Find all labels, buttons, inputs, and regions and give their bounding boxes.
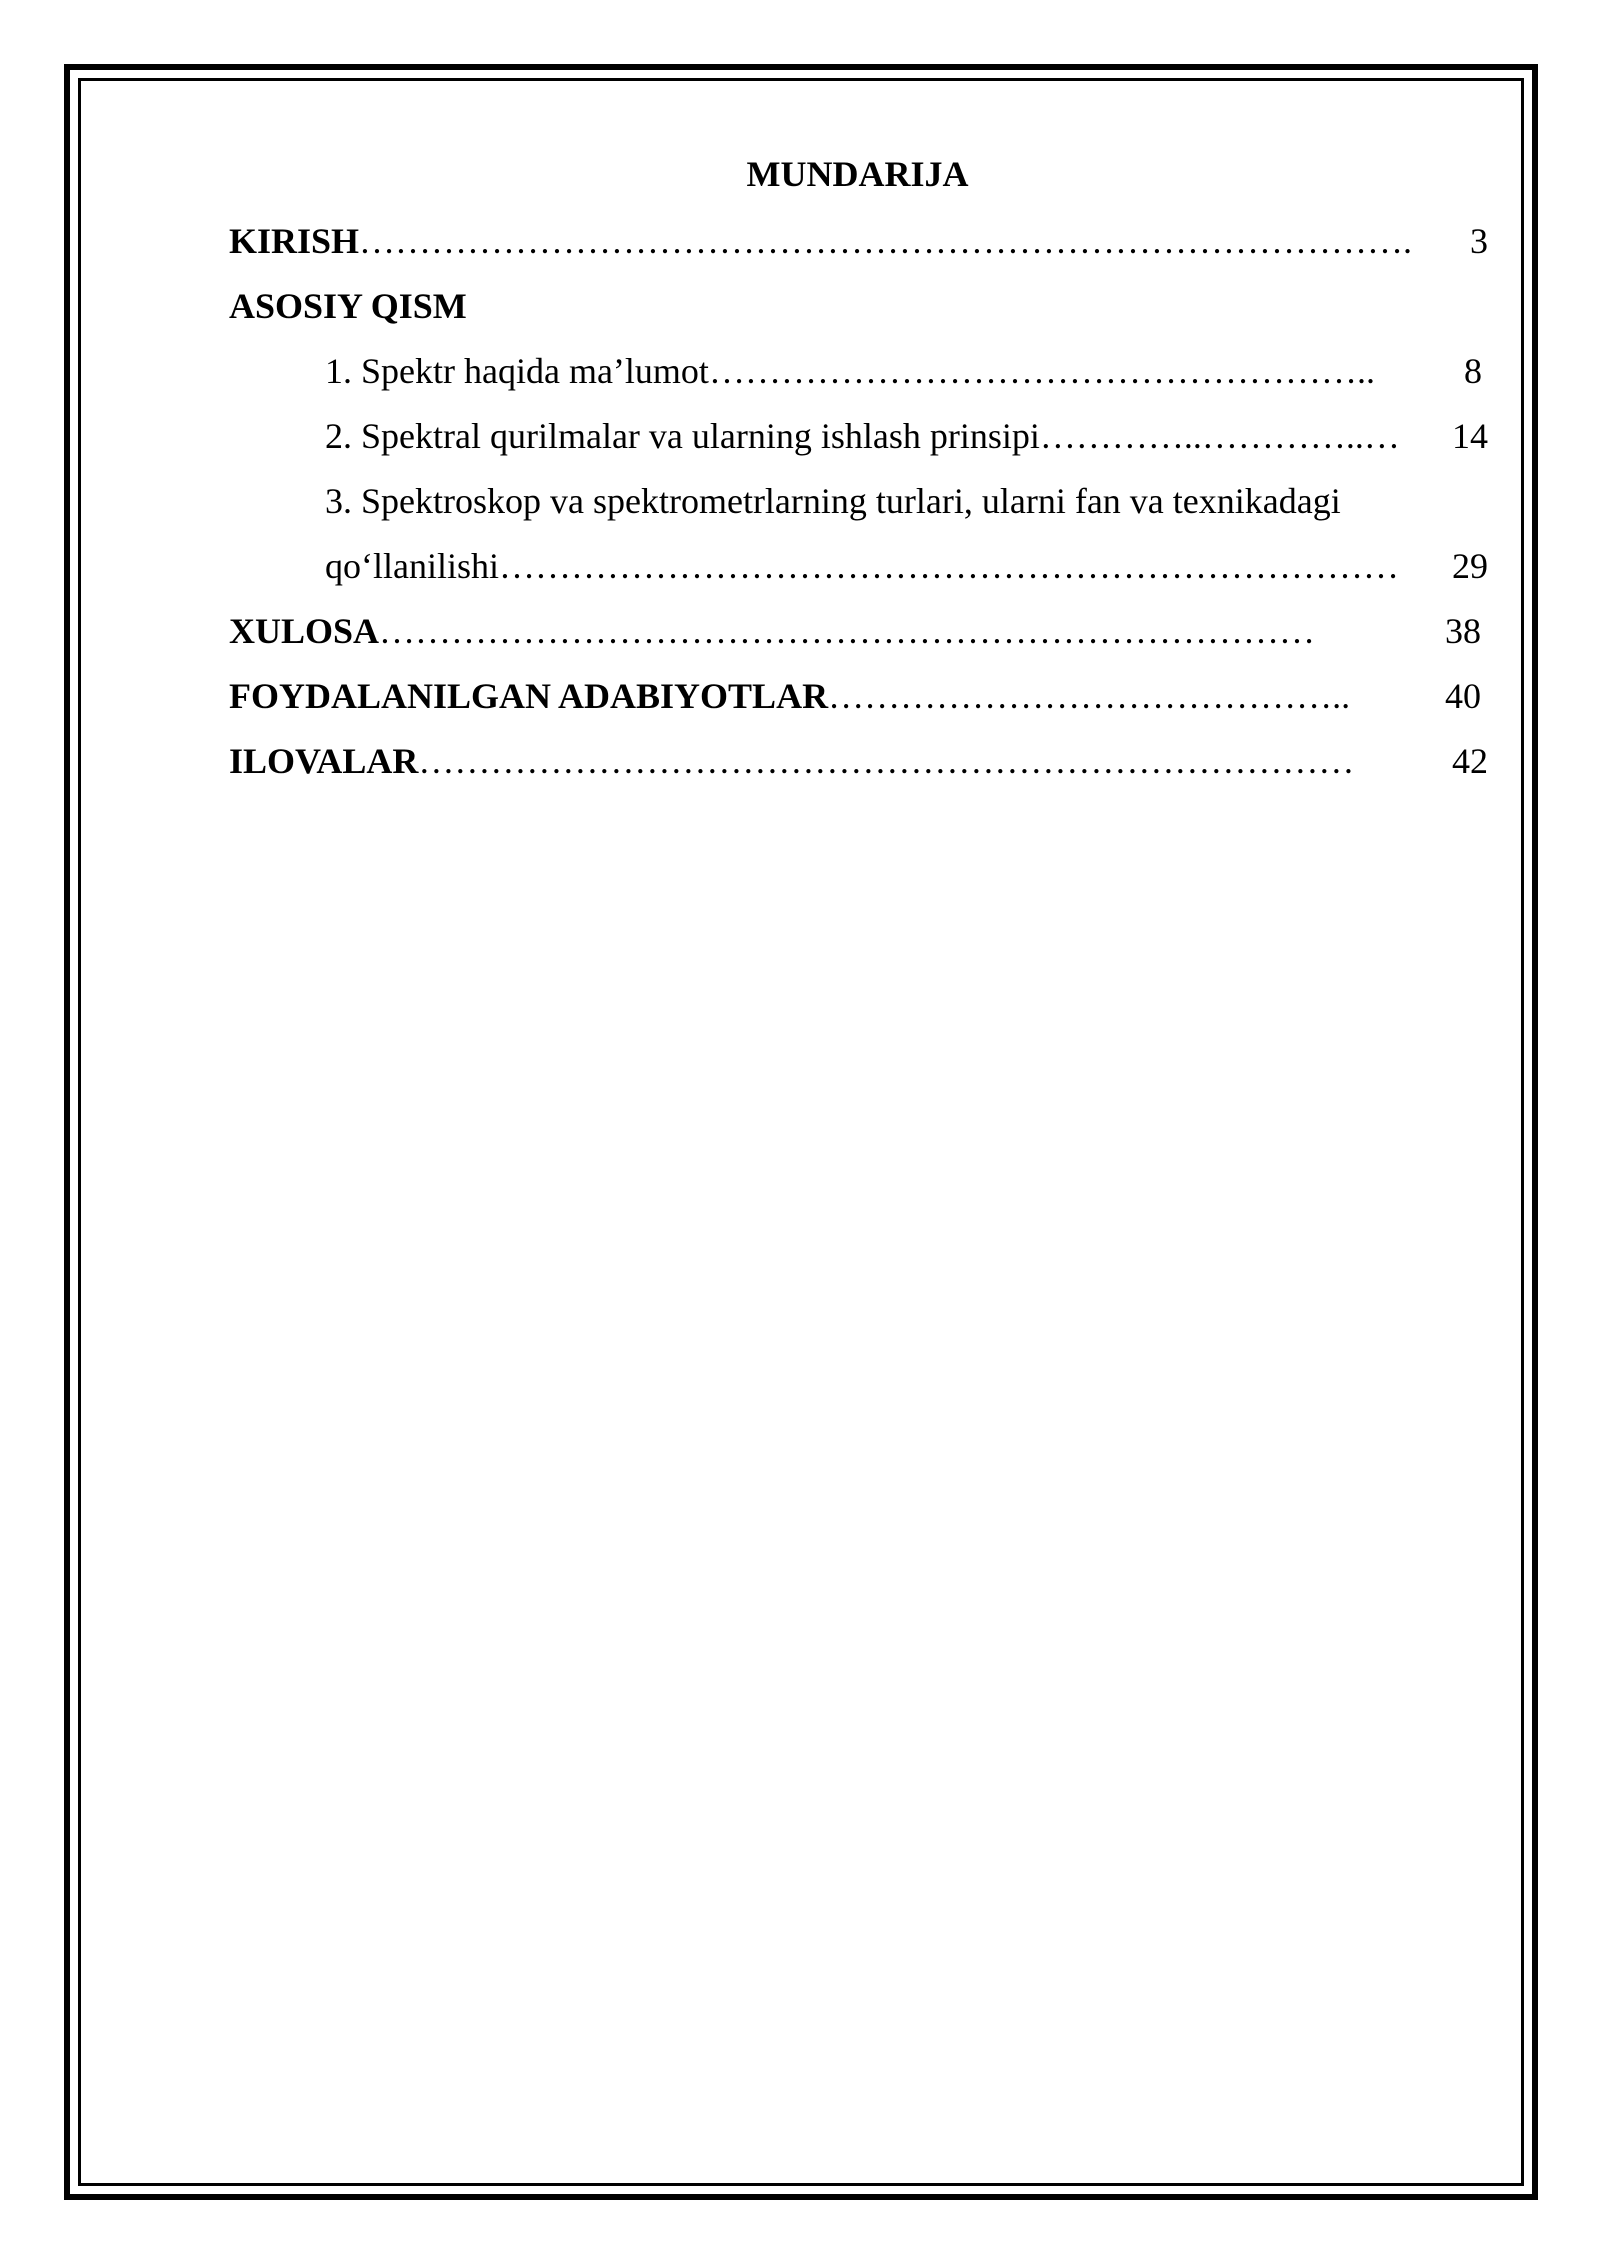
toc-entry-ilovalar[interactable] xyxy=(229,738,1488,784)
page-title: MUNDARIJA xyxy=(746,154,969,194)
toc-entry-label: XULOSA xyxy=(229,611,380,651)
toc-entry-label: 2. Spektral qurilmalar va ularning ishlash prinsipi xyxy=(325,416,1040,456)
toc-page-number: 8 xyxy=(1464,351,1482,391)
toc-entry-spektr[interactable] xyxy=(325,348,1482,394)
toc-leader-dots: …………………………………….. xyxy=(828,676,1351,716)
toc-entry-label: 1. Spektr haqida ma’lumot xyxy=(325,351,709,391)
toc-entry-label: ILOVALAR xyxy=(229,741,419,781)
toc-leader-dots: …………..…………..… xyxy=(1039,416,1400,456)
toc-page-number: 29 xyxy=(1452,546,1488,586)
toc-entry-label: KIRISH xyxy=(229,221,360,261)
toc-entry-foydalanilgan-adabiyotlar[interactable] xyxy=(229,673,1481,719)
toc-page-number: 40 xyxy=(1445,676,1481,716)
toc-page-number: 3 xyxy=(1470,221,1488,261)
toc-entry-spektroskop-line1[interactable]: 3. Spektroskop va spektrometrlarning turlari, ularni fan va texnikadagi xyxy=(325,481,1341,521)
toc-leader-dots: …………………………………………………………………… xyxy=(418,741,1355,781)
toc-page-number: 14 xyxy=(1452,416,1488,456)
toc-entry-spektroskop[interactable] xyxy=(325,543,1488,589)
page-border-inner xyxy=(78,78,1524,2186)
toc-leader-dots: ……………………………………………………………………………. xyxy=(359,221,1413,261)
toc-page-number: 38 xyxy=(1445,611,1481,651)
toc-entry-label: FOYDALANILGAN ADABIYOTLAR xyxy=(229,676,829,716)
toc-entry-label: qo‘llanilishi xyxy=(325,546,499,586)
toc-entry-xulosa[interactable] xyxy=(229,608,1481,654)
toc-leader-dots: ………………………………………………………………… xyxy=(499,546,1399,586)
toc-leader-dots: …………………………………………………………………… xyxy=(379,611,1316,651)
toc-heading-asosiy-qism[interactable]: ASOSIY QISM xyxy=(229,286,467,326)
toc-page-number: 42 xyxy=(1452,741,1488,781)
toc-leader-dots: ……………………………………………….. xyxy=(708,351,1375,391)
toc-entry-spektral-qurilmalar[interactable] xyxy=(325,413,1488,459)
toc-entry-kirish[interactable] xyxy=(229,218,1488,264)
